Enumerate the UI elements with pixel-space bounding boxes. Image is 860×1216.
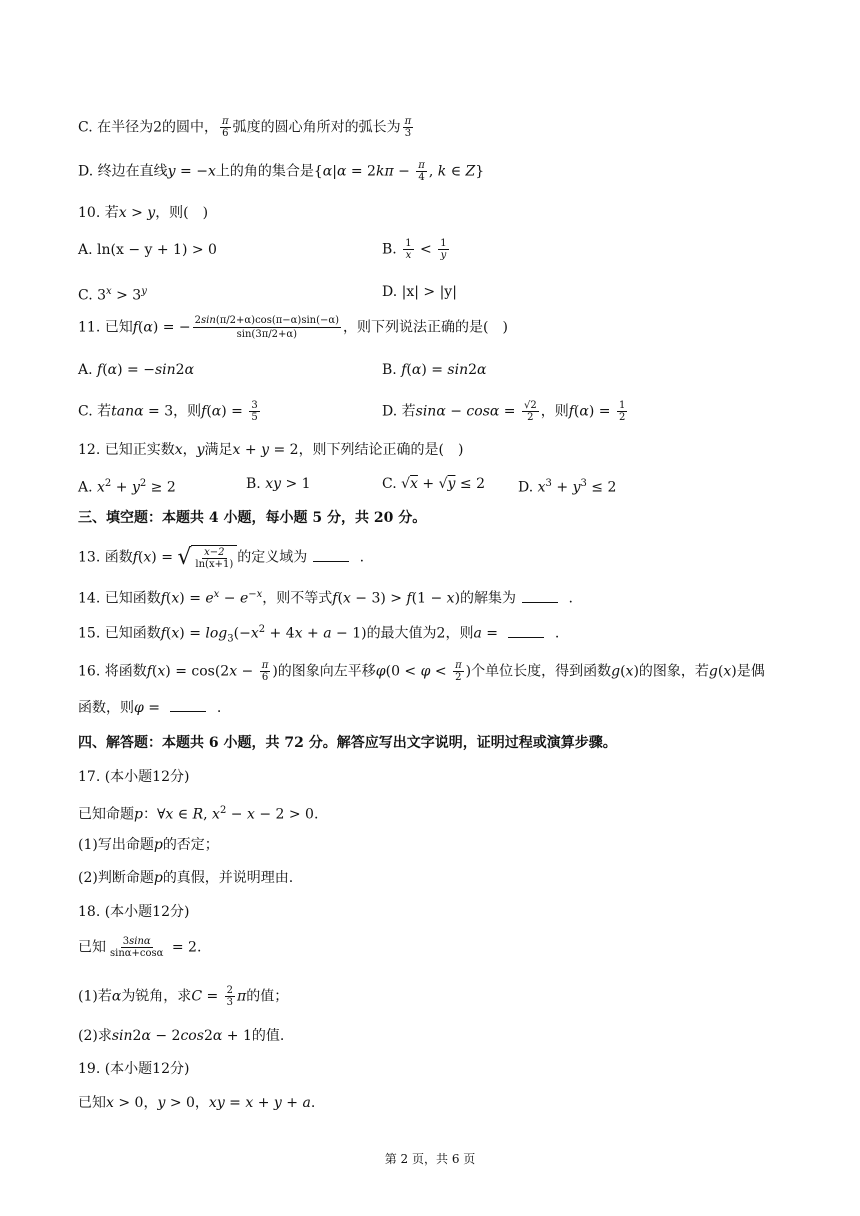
text: C. 在半径为2的圆中， <box>78 119 219 136</box>
text: 已知 <box>78 1095 106 1111</box>
text: 15. 已知函数 <box>78 625 161 642</box>
q18-part2: (2)求sin2α − 2cos2α + 1的值. <box>78 1028 285 1044</box>
text: 已知 <box>78 939 106 956</box>
text: D. <box>518 479 538 496</box>
q11-stem: 11. 已知f(α) = − $\frac{2\sin(\pi/2+\alpha)\cos(\pi-\alpha)\sin(-\alpha)}{\sin(3\pi/2+\alpha)}$ ，则下列说法正确的是( ) <box>78 315 508 340</box>
q11-option-d: D. 若sinα − cosα = $\frac{√2}{2}$ ，则f(α) = $\frac{1}{2}$ <box>382 400 626 423</box>
text: 12. 已知正实数 <box>78 442 175 458</box>
text: 16. 将函数 <box>78 663 147 680</box>
text: ，则 <box>173 403 202 420</box>
text: ，则下列结论正确的是( ) <box>298 442 464 458</box>
text: 为锐角，求 <box>121 988 192 1005</box>
text: A. <box>78 362 98 378</box>
q10-option-b: B. $\frac{1}{x}$ < $\frac{1}{y}$ <box>382 238 447 261</box>
text: 的解集为 <box>460 590 517 607</box>
q17-title: 17. (本小题12分) <box>78 769 190 785</box>
q12-stem: 12. 已知正实数x，y满足x + y = 2，则下列结论正确的是( ) <box>78 442 464 458</box>
text: ：∀ <box>142 806 166 823</box>
text: (1)写出命题 <box>78 837 154 853</box>
text: ，则下列说法正确的是( ) <box>343 319 508 336</box>
text: 10. 若 <box>78 205 119 221</box>
text: 11. 已知 <box>78 319 133 336</box>
text: 13. 函数 <box>78 549 133 566</box>
section-3-heading: 三、填空题：本题共 4 小题，每小题 5 分，共 20 分。 <box>78 510 427 526</box>
text: 14. 已知函数 <box>78 590 161 607</box>
section-4-heading: 四、解答题：本题共 6 小题，共 72 分。解答应写出文字说明，证明过程或演算步骤。 <box>78 735 617 751</box>
q12-option-c: C. √x + √y ≤ 2 <box>382 476 485 492</box>
text: 上的角的集合是 <box>215 163 314 180</box>
q17-part1: (1)写出命题p的否定； <box>78 837 219 853</box>
text: B. <box>246 476 266 492</box>
text: A. <box>78 479 98 496</box>
text: D. 若 <box>382 403 416 420</box>
q18-premise: 已知 $\frac{3\sin\alpha}{\sin\alpha+\cos\alpha}$ = 2. <box>78 936 202 959</box>
text: (2)求 <box>78 1028 112 1044</box>
fraction: $\frac{\pi}{3}$ <box>404 116 412 139</box>
text: C. <box>382 476 402 492</box>
text: C. 3 <box>78 287 107 304</box>
q9-option-d: D. 终边在直线y = −x上的角的集合是{α|α = 2kπ − $\frac{\pi}{4}$ , k ∈ Z} <box>78 160 485 183</box>
fraction: $\frac{\pi}{6}$ <box>222 116 229 139</box>
q11-option-a: A. f(α) = −sin2α <box>78 362 195 378</box>
text: 个单位长度，得到函数 <box>471 663 612 680</box>
q19-title: 19. (本小题12分) <box>78 1061 190 1077</box>
text: 的最大值为2，则 <box>366 625 474 642</box>
text: (2)判断命题 <box>78 870 154 886</box>
q12-option-d: D. $x^3 + y^3 \le 2$ <box>518 478 617 496</box>
q11-option-c: C. 若tanα = 3，则f(α) = $\frac{3}{5}$ <box>78 400 258 423</box>
text: (1)若 <box>78 988 112 1005</box>
q19-premise: 已知x > 0，y > 0，xy = x + y + a. <box>78 1095 316 1111</box>
q10-option-c: C. $3^x > 3^y$ <box>78 286 147 304</box>
q16: 16. 将函数f(x) = cos(2x − $\frac{\pi}{6}$ )的图象向左平移φ(0 < φ < $\frac{\pi}{2}$ )个单位长度，得到函数g(x)的图象，若g(x)是偶 <box>78 660 765 683</box>
text: 的真假，并说明理由. <box>162 870 294 886</box>
text: D. 终边在直线 <box>78 163 168 180</box>
q10-option-d: D. |x| > |y| <box>382 284 457 300</box>
text: 的值. <box>251 1028 285 1044</box>
text: 函数，则 <box>78 700 134 716</box>
q14: 14. 已知函数$f(x) = e^x - e^{-x}$，则不等式f(x − 3) > f(1 − x)的解集为 . <box>78 589 573 607</box>
text: 的图象向左平移 <box>277 663 376 680</box>
q9-option-c <box>78 116 415 139</box>
q10-option-a: A. ln(x − y + 1) > 0 <box>78 242 217 258</box>
q10-stem: 10. 若x > y，则( ) <box>78 205 209 221</box>
text: 的值； <box>246 988 289 1005</box>
text: 的定义域为 <box>237 549 308 566</box>
q17-part2: (2)判断命题p的真假，并说明理由. <box>78 870 294 886</box>
text: 已知命题 <box>78 806 134 823</box>
text: 是偶 <box>736 663 765 680</box>
text: 满足 <box>204 442 233 458</box>
q12-options: A. $x^2 + y^2 \ge 2$ <box>78 478 176 496</box>
text: 弧度的圆心角所对的弧长为 <box>232 119 401 136</box>
q17-premise: 已知命题p：∀x ∈ R, $x^2 - x - 2 > 0$. <box>78 805 319 823</box>
q18-title: 18. (本小题12分) <box>78 904 190 920</box>
text: 的图象，若 <box>638 663 709 680</box>
text: C. 若 <box>78 403 112 420</box>
q11-option-b: B. f(α) = sin2α <box>382 362 487 378</box>
text: B. <box>382 241 402 258</box>
q12-option-b: B. xy > 1 <box>246 476 311 492</box>
page-footer: 第 2 页，共 6 页 <box>384 1152 476 1166</box>
text: ，则 <box>540 403 569 420</box>
text: 的否定； <box>162 837 219 853</box>
q16-cont: 函数，则φ = . <box>78 700 222 716</box>
text: B. <box>382 362 402 378</box>
q18-part1: (1)若α为锐角，求C = $\frac{2}{3}$ π的值； <box>78 985 289 1008</box>
q15: 15. 已知函数$f(x) = \log_3(-x^2 + 4x + a - 1)$的最大值为2，则a = . <box>78 624 560 645</box>
text: ，则不等式 <box>262 590 333 607</box>
text: ，则( ) <box>155 205 209 221</box>
q13: 13. 函数f(x) = √ $\frac{x-2}{\ln(x+1)}$ 的定义域为 . <box>78 544 365 570</box>
